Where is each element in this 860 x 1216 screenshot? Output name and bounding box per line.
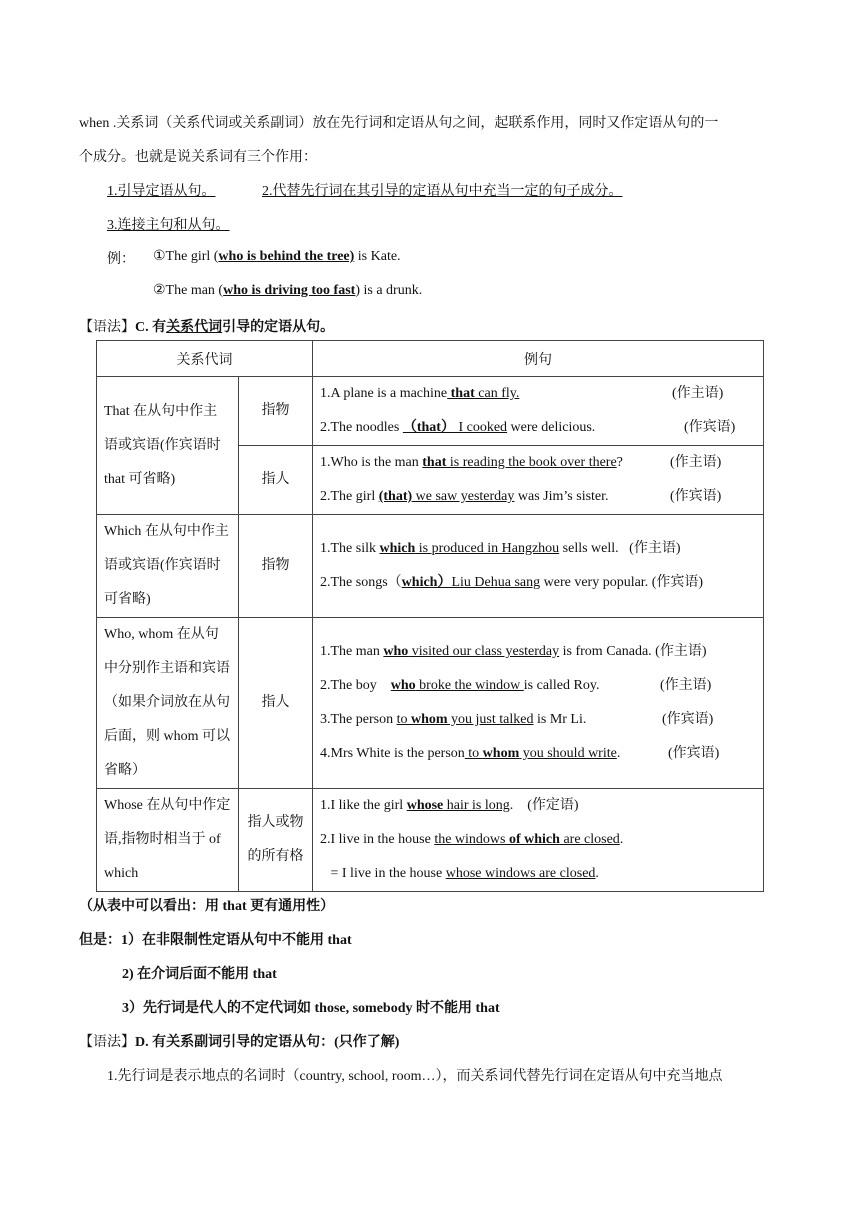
- example-row: 2.I live in the house the windows of which are closed.: [320, 832, 624, 847]
- that-person: 指人: [239, 446, 313, 515]
- example-row: = I live in the house whose windows are closed.: [320, 866, 599, 881]
- header-pronoun: 关系代词: [97, 341, 313, 377]
- relative-pronoun-table: [96, 340, 764, 892]
- intro-line-1: when .关系词（关系代词或关系副词）放在先行词和定语从句之间，起联系作用，同时又作定语从句的一: [79, 116, 719, 131]
- example-row: 2.The songs（which）Liu Dehua sang were very popular. (作宾语): [320, 575, 704, 590]
- who-type: 指人: [239, 618, 313, 789]
- who-desc: Who, whom 在从句中分别作主语和宾语（如果介词放在从句后面，则 whom 可以省略）: [97, 618, 239, 789]
- example-2: ②The man (who is driving too fast) is a drunk.: [153, 283, 423, 298]
- which-examples: [313, 515, 764, 618]
- example-row: 3.The person to whom you just talked is Mr Li. (作宾语): [320, 712, 714, 727]
- that-desc: That 在从句中作主语或宾语(作宾语时 that 可省略): [97, 377, 239, 515]
- which-type: 指物: [239, 515, 313, 618]
- example-row: 2.The boy who broke the window is called Roy. (作主语): [320, 678, 712, 693]
- that-thing: 指物: [239, 377, 313, 446]
- who-examples: [313, 618, 764, 789]
- header-example: 例句: [313, 341, 764, 377]
- note-3: 3）先行词是代人的不定代词如 those, somebody 时不能用 that: [122, 1001, 500, 1016]
- whose-desc: Whose 在从句中作定语,指物时相当于 of which: [97, 789, 239, 892]
- note-general: （从表中可以看出：用 that 更有通用性）: [79, 899, 335, 914]
- note-1: 但是：1）在非限制性定语从句中不能用 that: [79, 933, 352, 948]
- section-d-heading: 【语法】D. 有关系副词引导的定语从句：(只作了解): [79, 1035, 400, 1050]
- example-label: 例：: [107, 252, 135, 267]
- example-1: ①The girl (who is behind the tree) is Kate.: [153, 249, 401, 264]
- that-person-examples: [313, 446, 764, 515]
- intro-line-2: 个成分。也就是说关系词有三个作用：: [79, 150, 317, 165]
- whose-examples: [313, 789, 764, 892]
- whose-type: 指人或物的所有格: [239, 789, 313, 892]
- function-2: 2.代替先行词在其引导的定语从句中充当一定的句子成分。: [262, 184, 623, 199]
- function-3: 3.连接主句和从句。: [107, 218, 230, 233]
- example-row: 1.The silk which is produced in Hangzhou sells well. (作主语): [320, 541, 681, 556]
- function-1: 1.引导定语从句。: [107, 184, 216, 199]
- example-row: 1.Who is the man that is reading the book over there? (作主语): [320, 455, 722, 470]
- example-row: 1.A plane is a machine that can fly. (作主语): [320, 386, 724, 401]
- section-d-text: 1.先行词是表示地点的名词时（country, school, room…），而关系词代替先行词在定语从句中充当地点: [107, 1069, 723, 1084]
- example-row: 1.The man who visited our class yesterday is from Canada. (作主语): [320, 644, 707, 659]
- which-desc: Which 在从句中作主语或宾语(作宾语时可省略): [97, 515, 239, 618]
- that-thing-examples: [313, 377, 764, 446]
- note-2: 2) 在介词后面不能用 that: [122, 967, 277, 982]
- example-row: 2.The girl (that) we saw yesterday was Jim’s sister. (作宾语): [320, 489, 722, 504]
- section-c-heading: 【语法】C. 有关系代词引导的定语从句。: [79, 320, 335, 335]
- example-row: 4.Mrs White is the person to whom you should write. (作宾语): [320, 746, 720, 761]
- example-row: 1.I like the girl whose hair is long. (作定语): [320, 798, 579, 813]
- example-row: 2.The noodles （that） I cooked were delicious. (作宾语): [320, 420, 736, 435]
